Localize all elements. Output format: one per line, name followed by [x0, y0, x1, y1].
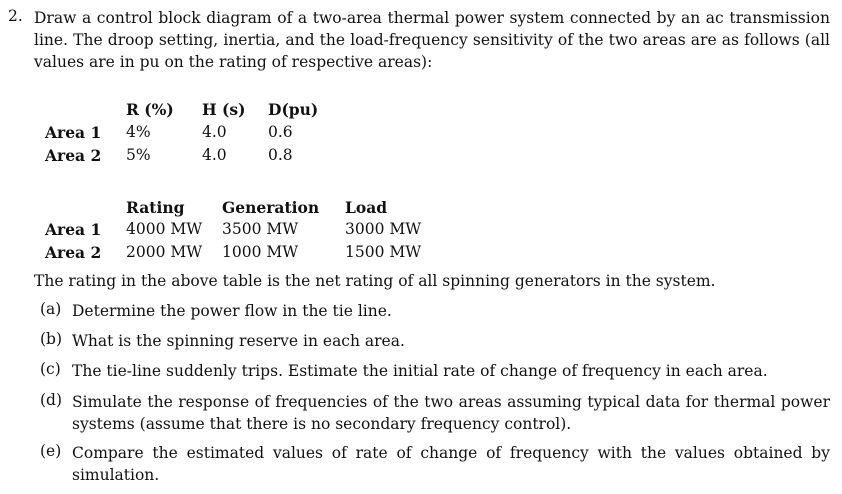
table1-row2-r: 5% [126, 146, 151, 164]
problem-number: 2. [8, 7, 23, 25]
question-a-label: (a) [40, 300, 62, 318]
table2-header-rating: Rating [126, 198, 185, 217]
table2-header-load: Load [345, 198, 388, 217]
question-c-text: The tie-line suddenly trips. Estimate the initial rate of change of frequency in each area. [72, 362, 768, 380]
question-e-text: Compare the estimated values of rate of change of frequency with the values obtained by simulation. [72, 444, 830, 484]
table1-row2-label: Area 2 [45, 146, 102, 165]
table2-row2-rating: 2000 MW [126, 243, 203, 261]
table2-row2-generation: 1000 MW [222, 243, 299, 261]
question-b-text: What is the spinning reserve in each area. [72, 332, 405, 350]
table1-header-d: D(pu) [268, 100, 319, 119]
table2-row1-label: Area 1 [45, 220, 102, 239]
table1-header-h: H (s) [202, 100, 246, 119]
table1-row1-label: Area 1 [45, 123, 102, 142]
question-a-text: Determine the power flow in the tie line. [72, 302, 392, 320]
table1-row1-d: 0.6 [268, 123, 293, 141]
table1-row1-h: 4.0 [202, 123, 227, 141]
table2-header-generation: Generation [222, 198, 320, 217]
question-b-label: (b) [40, 330, 63, 348]
rating-note: The rating in the above table is the net rating of all spinning generators in the system. [34, 272, 716, 290]
question-e-label: (e) [40, 442, 62, 460]
table2-row1-rating: 4000 MW [126, 220, 203, 238]
table1-row2-d: 0.8 [268, 146, 293, 164]
table2-row2-load: 1500 MW [345, 243, 422, 261]
question-d-label: (d) [40, 391, 63, 409]
table1-row1-r: 4% [126, 123, 151, 141]
table2-row1-load: 3000 MW [345, 220, 422, 238]
question-c-label: (c) [40, 360, 61, 378]
question-d-text: Simulate the response of frequencies of the two areas assuming typical data for thermal power systems (assume that there is no secondary frequency control). [72, 393, 830, 433]
problem-intro: Draw a control block diagram of a two-area thermal power system connected by an ac transmission line. The droop setting, inertia, and the load-frequency sensitivity of the two areas are as follows (all values are in pu on the rating of respective areas): [34, 9, 830, 71]
table1-row2-h: 4.0 [202, 146, 227, 164]
table2-row2-label: Area 2 [45, 243, 102, 262]
table1-header-r: R (%) [126, 100, 174, 119]
table2-row1-generation: 3500 MW [222, 220, 299, 238]
